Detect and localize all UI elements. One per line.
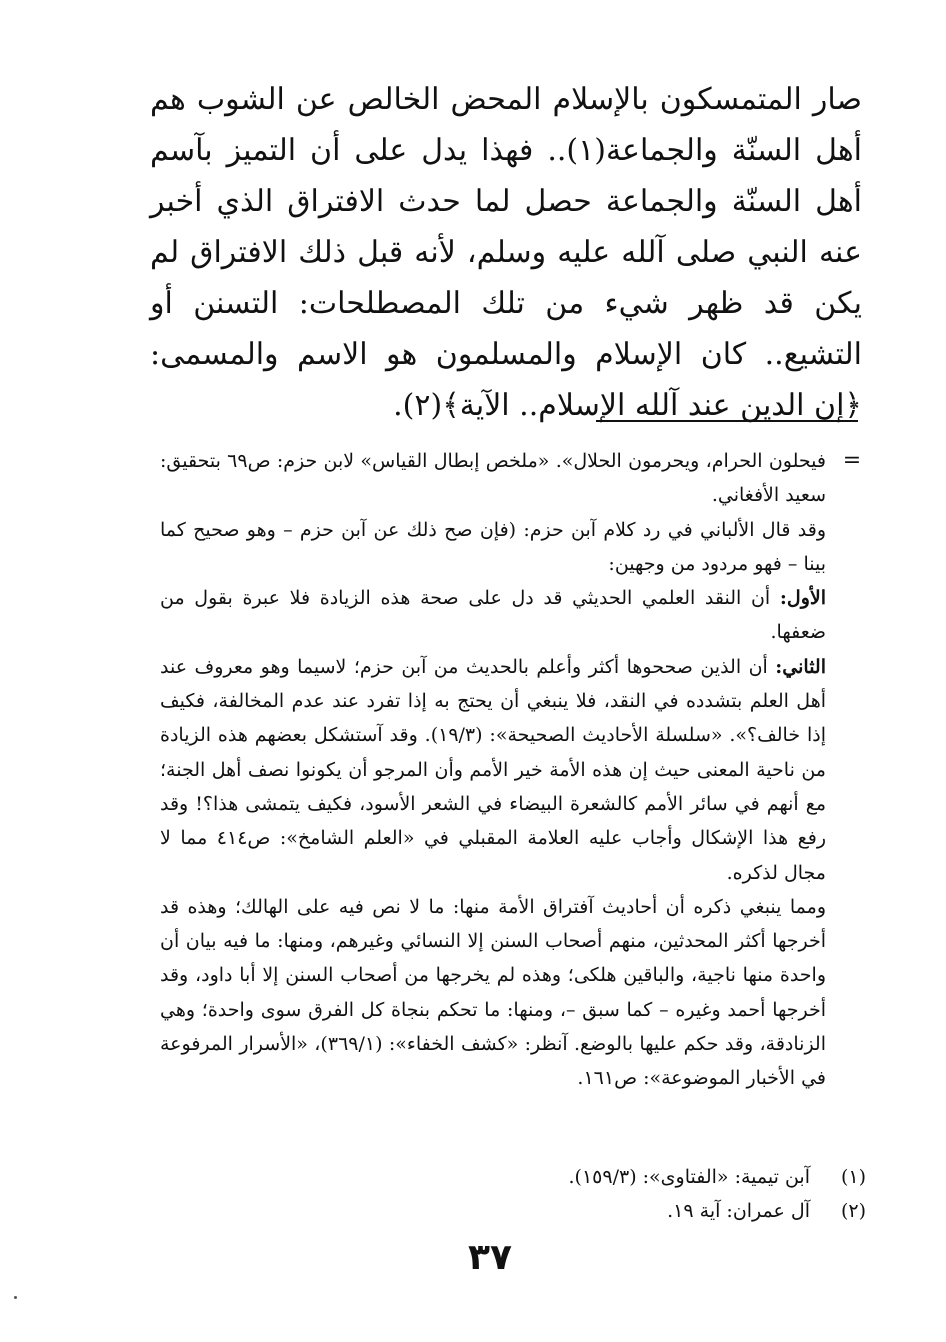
footnote-paragraph	[160, 650, 826, 890]
page-number: ٣٧	[468, 1237, 512, 1278]
reference-item	[160, 1194, 866, 1228]
footnote-paragraph	[160, 581, 826, 650]
footnote-text: أن الذين صححوها أكثر وأعلم بالحديث من آبن حزم؛ لاسيما وهو معروف عند أهل العلم بتشدده في النقد، فلا ينبغي أن يحتج به إذا تفرد عند عدم المخالفة، فكيف إذا خالف؟». «سلسلة الأحاديث الصحيحة»: (١٩/٣). وقد آستشكل بعضهم هذه الزيادة من ناحية المعنى حيث إن هذه الأمة خير الأمم وأن المرجو أن يكونوا نصف أهل الجنة؛ مع أنهم في سائر الأمم كالشعرة البيضاء في الشعر الأسود، فكيف يتمشى هذا؟! وقد رفع هذا الإشكال وأجاب عليه العلامة المقبلي في «العلم الشامخ»: ص٤١٤ مما لا مجال لذكره.	[160, 655, 827, 884]
footnote-continuation-mark: =	[842, 448, 862, 473]
footnote-lead: الأول:	[779, 587, 826, 610]
footnote-paragraph	[160, 444, 826, 513]
references-list	[160, 1160, 866, 1228]
footnote-text: وقد قال الألباني في رد كلام آبن حزم: (فإن صح ذلك عن آبن حزم – وهو صحيح كما بينا – فهو مردود من وجهين:	[160, 518, 826, 575]
footnotes-block	[160, 444, 826, 1096]
reference-text: آبن تيمية: «الفتاوى»: (١٥٩/٣).	[568, 1166, 810, 1188]
reference-text: آل عمران: آية ١٩.	[667, 1200, 810, 1222]
reference-number: (٢)	[840, 1200, 866, 1222]
reference-item	[160, 1160, 866, 1194]
footnote-divider	[596, 420, 858, 422]
footnote-text: أن النقد العلمي الحديثي قد دل على صحة هذه الزيادة فلا عبرة بقول من ضعفها.	[160, 587, 826, 644]
main-paragraph-text: صار المتمسكون بالإسلام المحض الخالص عن الشوب هم أهل السنّة والجماعة(١).. فهذا يدل على أن التميز بآسم أهل السنّة والجماعة حصل لما حدث الافتراق الذي أخبر عنه النبي صلى آلله عليه وسلم، لأنه قبل ذلك الافتراق لم يكن قد ظهر شيء من تلك المصطلحات: التسنن أو التشيع.. كان الإسلام والمسلمون هو الاسم والمسمى: ﴿إن الدين عند آلله الإسلام.. الآية﴾(٢).	[150, 82, 862, 423]
footnote-paragraph	[160, 513, 826, 582]
footnote-lead: الثاني:	[775, 655, 826, 678]
reference-number: (١)	[840, 1166, 866, 1188]
main-paragraph	[150, 74, 862, 431]
footnote-paragraph	[160, 890, 826, 1096]
footnote-text: ومما ينبغي ذكره أن أحاديث آفتراق الأمة منها: ما لا نص فيه على الهالك؛ وهذه قد أخرجها أكثر المحدثين، منهم أصحاب السنن إلا النسائي وغيرهم، ومنها: ما فيه بيان أن واحدة منها ناجية، والباقين هلكى؛ وهذه لم يخرجها من أصحاب السنن إلا أبا داود، وقد أخرجها أحمد وغيره – كما سبق –، ومنها: ما تحكم بنجاة كل الفرق سوى واحدة؛ وهي الزنادقة، وقد حكم عليها بالوضع. آنظر: «كشف الخفاء»: (٣٦٩/١)، «الأسرار المرفوعة في الأخبار الموضوعة»: ص١٦١.	[160, 895, 826, 1090]
footnote-text: فيحلون الحرام، ويحرمون الحلال». «ملخص إبطال القياس» لابن حزم: ص٦٩ بتحقيق: سعيد الأفغاني.	[160, 450, 826, 507]
scan-speck	[14, 1296, 17, 1299]
